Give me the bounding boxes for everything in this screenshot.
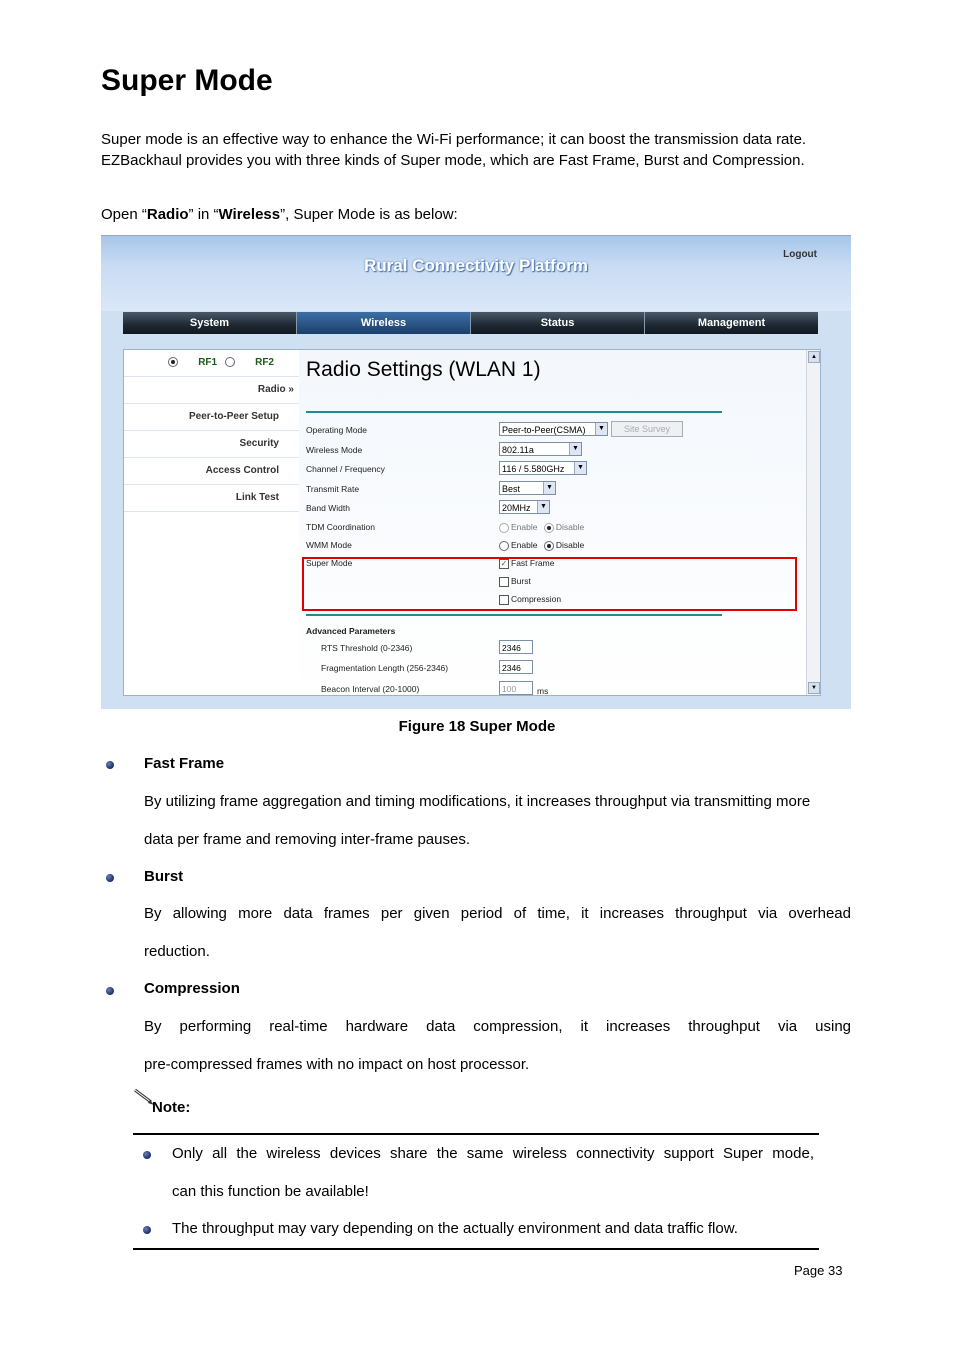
wmm-disable-label: Disable [555,540,585,550]
open-wireless: Wireless [218,206,281,223]
app-banner [101,236,851,311]
item-body-burst [144,895,851,970]
tdm-enable-radio[interactable] [499,523,509,533]
bullet-icon [143,1226,151,1234]
fast-frame-checkbox[interactable]: ✓ [500,558,508,568]
open-mid: ” in “ [188,206,219,223]
tdm-disable-radio[interactable] [544,523,554,533]
channel-value: 116 / 5.580GHz [502,464,565,474]
beacon-unit: ms [537,686,549,696]
band-width-label: Band Width [306,503,350,513]
rts-label: RTS Threshold (0-2346) [321,643,413,653]
tdm-label: TDM Coordination [306,522,375,532]
fast-frame-label: Fast Frame [511,558,555,568]
sidebar-item-label: Radio » [257,384,294,395]
wmm-enable-radio[interactable] [499,541,509,551]
rf1-radio[interactable] [168,357,178,367]
nav-tab-management[interactable]: Management [697,317,766,329]
wmm-enable-label: Enable [511,540,538,550]
chevron-down-icon: ▼ [574,462,586,474]
rts-input[interactable]: 2346 [499,640,533,654]
operating-mode-select[interactable] [499,422,608,436]
compression-label: Compression [511,594,562,604]
sidebar-item-security[interactable] [124,431,299,458]
site-survey-button[interactable]: Site Survey [611,421,683,437]
wmm-label: WMM Mode [306,540,352,550]
nav-tab-wireless[interactable]: Wireless [297,312,471,334]
radio-settings-title: Radio Settings (WLAN 1) [306,358,541,381]
intro-paragraph [101,129,861,171]
tdm-enable-label: Enable [511,522,538,532]
chevron-down-icon: ▼ [543,482,555,494]
rf2-label: RF2 [255,357,274,368]
wireless-mode-value: 802.11a [502,445,534,455]
wmm-disable-radio[interactable] [544,541,554,551]
tdm-options [499,522,584,533]
note-item-2 [172,1210,814,1248]
sidebar-item-link-test[interactable] [124,485,299,512]
open-post: ”, Super Mode is as below: [280,206,458,223]
beacon-input[interactable]: 100 [499,681,533,695]
channel-label: Channel / Frequency [306,464,385,474]
fragmentation-label: Fragmentation Length (256-2346) [321,663,449,673]
transmit-rate-label: Transmit Rate [306,484,360,494]
item-body-compression [144,1008,851,1083]
item-line: By allowing more data frames per given period of time, it increases throughput via overhead [144,905,851,922]
nav-tab-system[interactable]: System [123,312,297,334]
note-line: can this function be available! [172,1182,369,1200]
logout-link[interactable]: Logout [783,249,817,260]
band-width-select[interactable] [499,500,550,514]
item-title-fast-frame: Fast Frame [144,755,225,772]
page-number: Page 33 [794,1263,843,1278]
note-item-1 [172,1135,814,1210]
chevron-down-icon: ▼ [537,501,549,513]
open-instruction [101,204,861,225]
figure-caption: Figure 18 Super Mode [398,718,556,735]
main-nav [123,312,818,334]
section-divider [306,411,722,413]
item-line: pre-compressed frames with no impact on host processor. [144,1055,530,1073]
rf1-label: RF1 [198,357,218,368]
rf-selector [124,350,299,377]
sidebar-item-label: Link Test [235,492,279,503]
chevron-down-icon: ▼ [595,423,607,435]
wmm-options [499,540,584,551]
transmit-rate-value: Best [502,484,521,494]
bullet-icon [106,761,114,769]
intro-line-1: Super mode is an effective way to enhance the Wi-Fi performance; it can boost the transmission data rate. [101,131,807,148]
item-body-fast-frame [144,783,851,858]
sidebar-item-label: Peer-to-Peer Setup [188,411,279,422]
item-title-burst: Burst [144,868,184,885]
note-line: The throughput may vary depending on the actually environment and data traffic flow. [172,1220,738,1237]
sidebar-item-access-control[interactable] [124,458,299,485]
open-pre: Open “ [101,206,147,223]
super-mode-label: Super Mode [306,558,353,568]
nav-tab-status[interactable]: Status [471,312,645,334]
tdm-disable-label: Disable [555,522,585,532]
section-divider [306,614,722,616]
band-width-value: 20MHz [502,503,531,513]
sidebar-item-peer-to-peer[interactable] [124,404,299,431]
open-instruction-line [101,204,861,225]
sidebar [124,350,299,695]
transmit-rate-select[interactable] [499,481,556,495]
beacon-label: Beacon Interval (20-1000) [321,684,420,694]
intro-line-2: EZBackhaul provides you with three kinds of Super mode, which are Fast Frame, Burst and Compression. [101,152,805,169]
advanced-parameters-heading: Advanced Parameters [306,626,396,636]
item-line: reduction. [144,942,210,960]
content-scrollbar[interactable] [806,350,820,695]
wireless-mode-label: Wireless Mode [306,445,363,455]
open-radio: Radio [146,206,189,223]
wireless-mode-select[interactable] [499,442,582,456]
channel-select[interactable] [499,461,587,475]
bullet-icon [106,987,114,995]
bullet-icon [106,874,114,882]
scroll-down-icon[interactable]: ▼ [808,682,820,694]
item-title-compression: Compression [144,980,240,997]
radio-settings-content [299,350,820,695]
page-heading: Super Mode [101,64,273,97]
sidebar-item-radio[interactable] [124,377,299,404]
chevron-down-icon: ▼ [569,443,581,455]
item-line: By utilizing frame aggregation and timing modifications, it increases throughput via transmitting more [144,793,811,810]
operating-mode-value: Peer-to-Peer(CSMA) [502,425,586,435]
note-label: Note: [152,1099,191,1116]
super-mode-screenshot [101,235,851,709]
burst-label: Burst [511,576,531,586]
note-line: Only all the wireless devices share the same wireless connectivity support Super mode, [172,1145,814,1162]
note-bottom-rule [133,1248,819,1250]
sidebar-item-label: Access Control [205,465,279,476]
rf2-radio[interactable] [225,357,235,367]
sidebar-item-label: Security [239,438,279,449]
banner-title: Rural Connectivity Platform [364,256,588,275]
operating-mode-label: Operating Mode [306,425,367,435]
bullet-icon [143,1151,151,1159]
scroll-up-icon[interactable]: ▲ [808,351,820,363]
item-line: By performing real-time hardware data compression, it increases throughput via using [144,1018,851,1035]
super-mode-highlight [302,557,797,611]
settings-panel [123,349,821,696]
item-line: data per frame and removing inter-frame pauses. [144,830,470,848]
fragmentation-input[interactable]: 2346 [499,660,533,674]
